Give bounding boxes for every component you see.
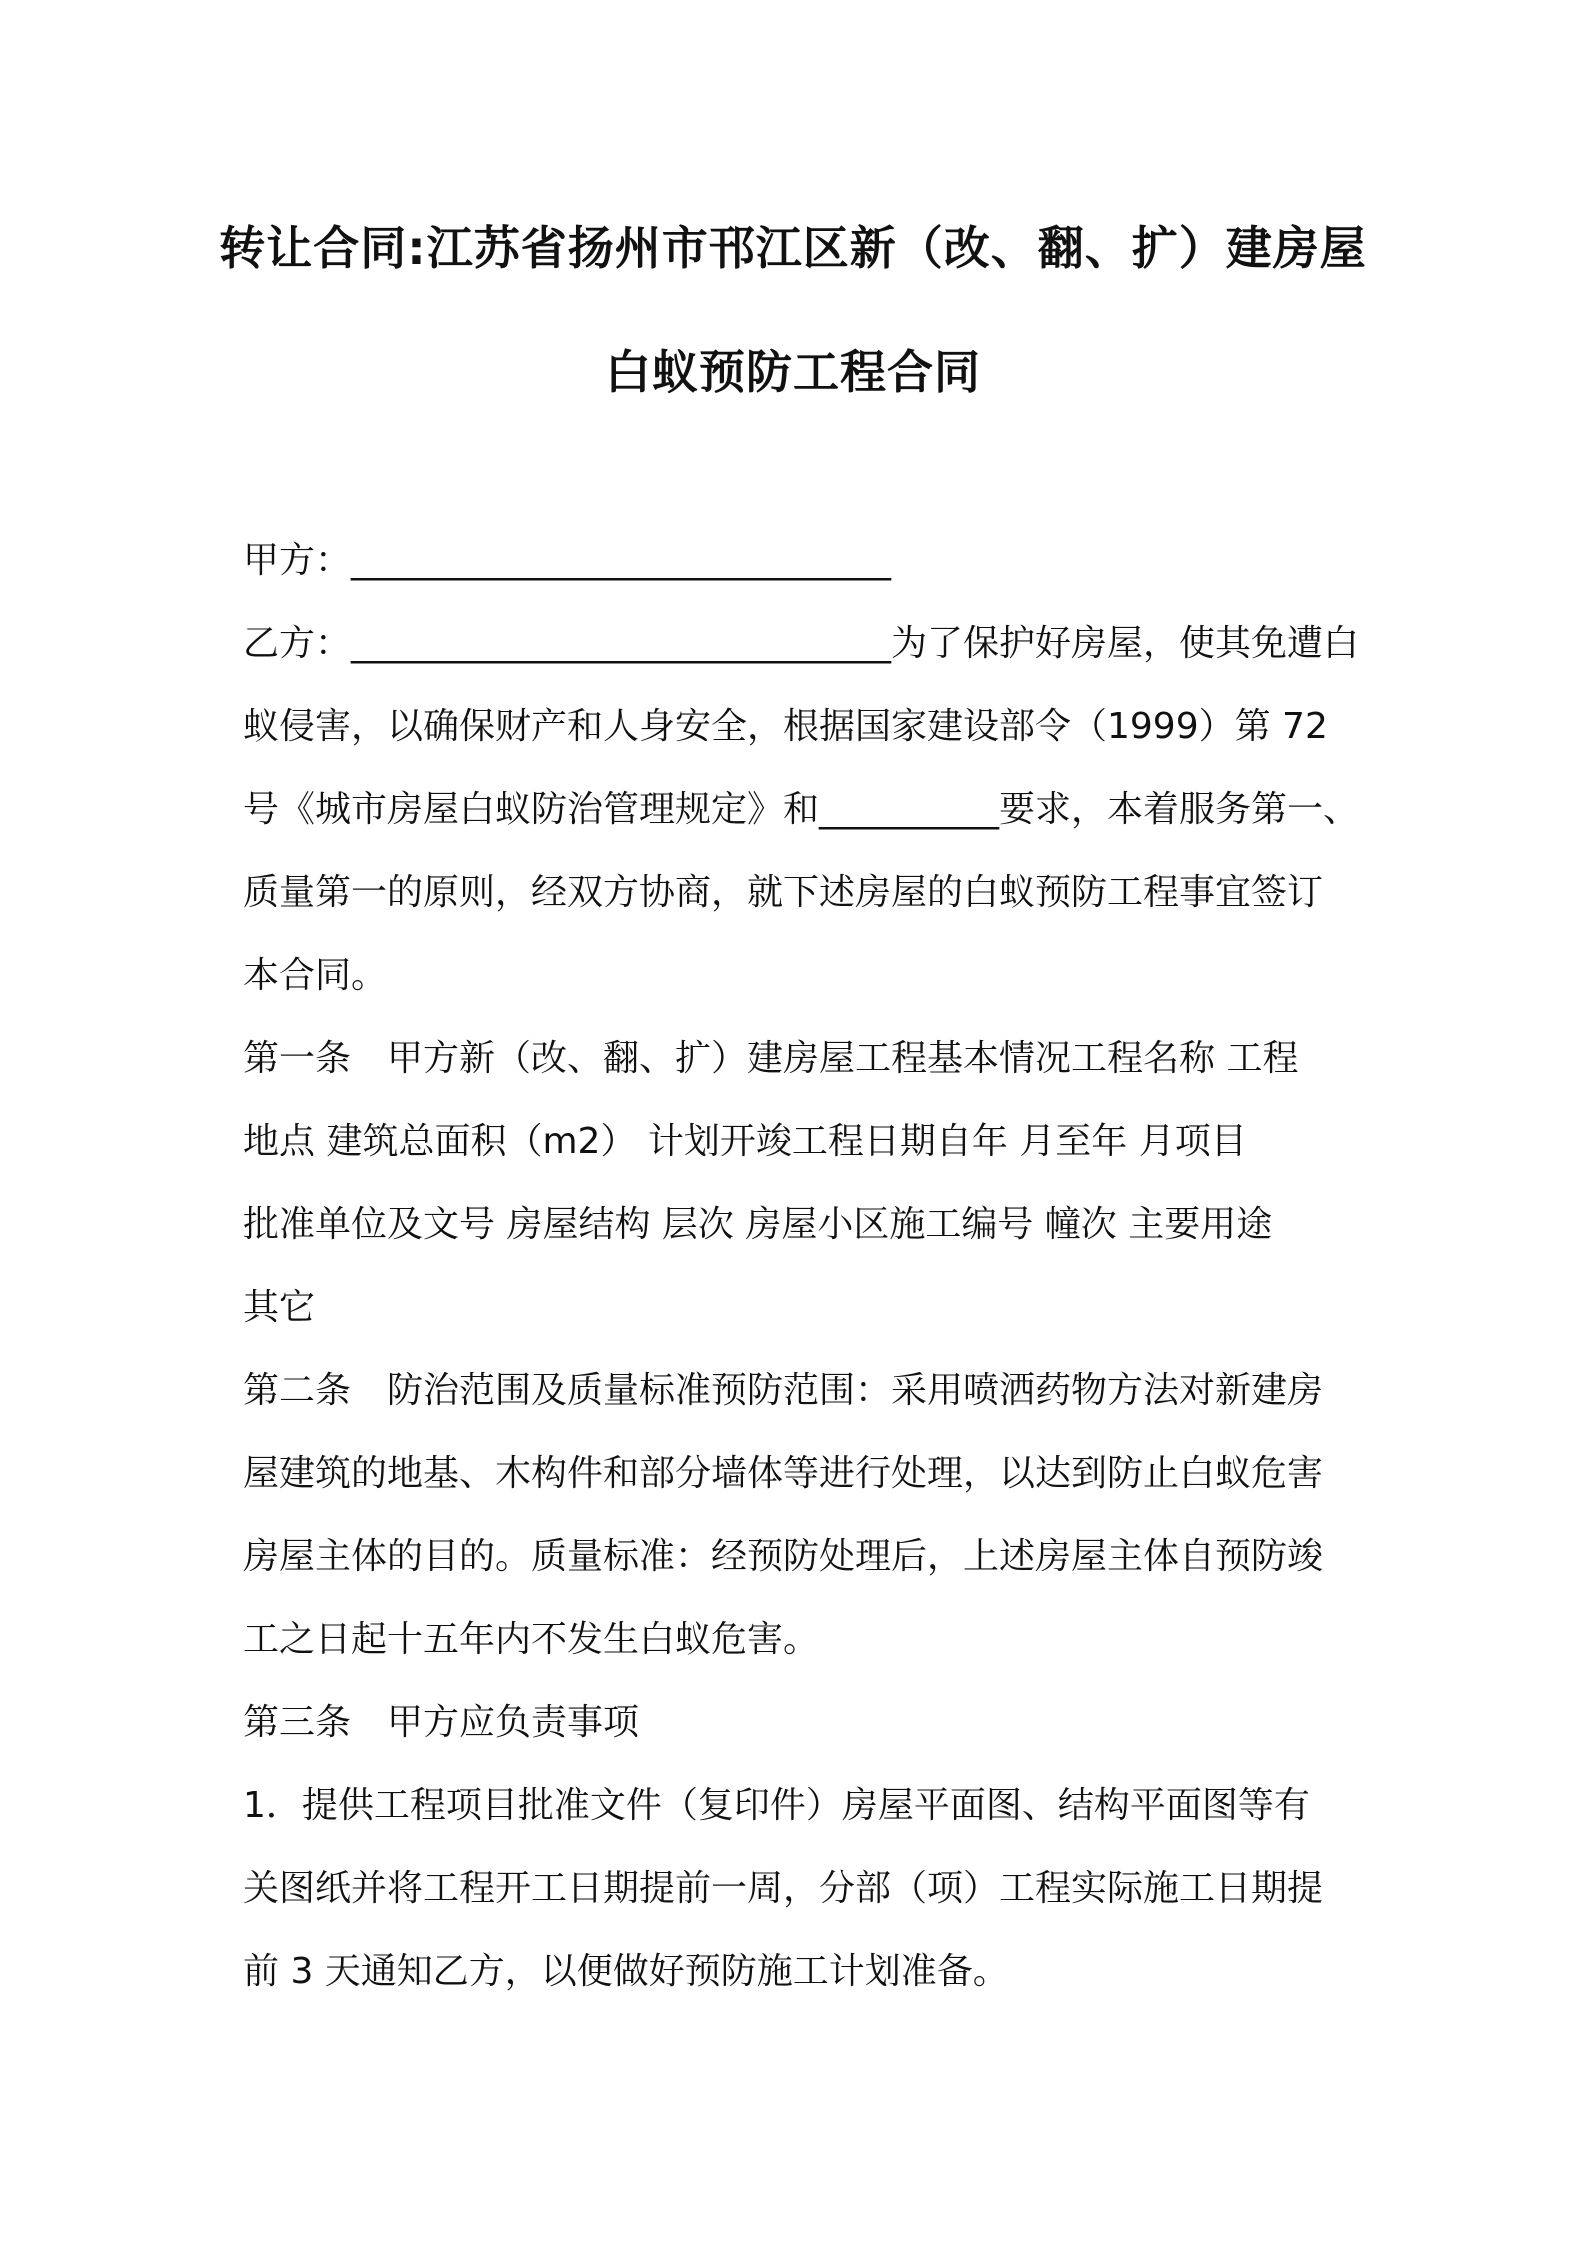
party-a-line: 甲方：______________________________ (243, 540, 892, 581)
article-2-line: 房屋主体的目的。质量标准：经预防处理后，上述房屋主体自预防竣 (243, 1536, 1324, 1577)
article-1-line: 批准单位及文号 房屋结构 层次 房屋小区施工编号 幢次 主要用途 (243, 1204, 1273, 1245)
article-3-item-1-line: 前 3 天通知乙方，以便做好预防施工计划准备。 (243, 1951, 1009, 1992)
party-b-line: 乙方：______________________________为了保护好房屋，使其免遭白 (243, 623, 1360, 664)
preamble-line: 蚁侵害，以确保财产和人身安全，根据国家建设部令（1999）第 72 (243, 706, 1328, 747)
article-1-line: 地点 建筑总面积（m2） 计划开竣工程日期自年 月至年 月项目 (243, 1121, 1247, 1162)
article-3-item-1-line: 关图纸并将工程开工日期提前一周，分部（项）工程实际施工日期提 (243, 1868, 1324, 1909)
preamble-line: 质量第一的原则，经双方协商，就下述房屋的白蚁预防工程事宜签订 (243, 872, 1324, 913)
article-1-line: 第一条 甲方新（改、翻、扩）建房屋工程基本情况工程名称 工程 (243, 1038, 1299, 1079)
article-2-line: 第二条 防治范围及质量标准预防范围：采用喷洒药物方法对新建房 (243, 1370, 1324, 1411)
preamble-line: 本合同。 (243, 955, 388, 996)
preamble-line: 号《城市房屋白蚁防治管理规定》和__________要求，本着服务第一、 (243, 789, 1360, 830)
article-3-item-1-line: 1．提供工程项目批准文件（复印件）房屋平面图、结构平面图等有 (243, 1785, 1310, 1826)
document-title-line-1: 转让合同:江苏省扬州市邗江区新（改、翻、扩）建房屋 (219, 221, 1367, 275)
document-title-line-2: 白蚁预防工程合同 (605, 345, 981, 399)
article-1-line: 其它 (243, 1287, 316, 1328)
article-2-line: 屋建筑的地基、木构件和部分墙体等进行处理，以达到防止白蚁危害 (243, 1453, 1324, 1494)
article-2-line: 工之日起十五年内不发生白蚁危害。 (243, 1619, 820, 1660)
article-3-heading: 第三条 甲方应负责事项 (243, 1702, 640, 1743)
